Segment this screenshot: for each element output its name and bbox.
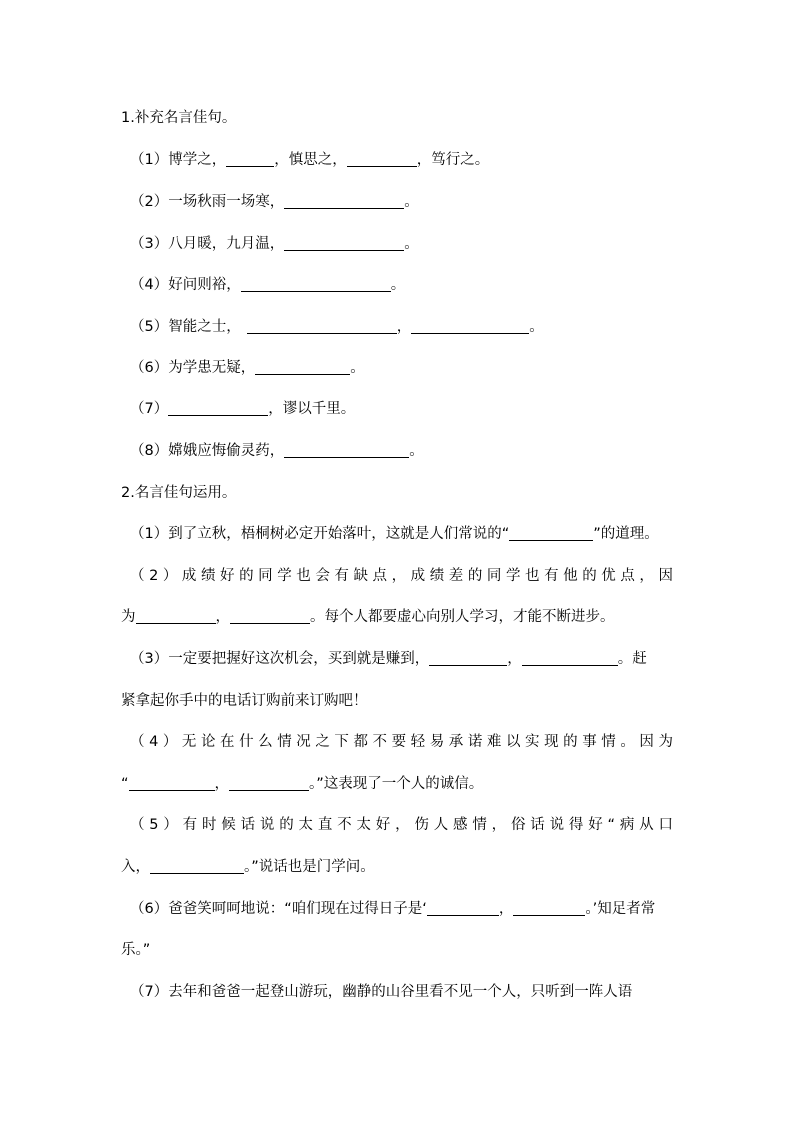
answer-blank[interactable] xyxy=(255,360,350,375)
answer-blank[interactable] xyxy=(229,776,309,791)
q2-title: 2.名言佳句运用。 xyxy=(121,485,237,501)
answer-blank[interactable] xyxy=(136,609,216,624)
answer-blank[interactable] xyxy=(241,277,391,292)
q1-item-5: （5）智能之士， ， 。 xyxy=(130,319,544,335)
answer-blank[interactable] xyxy=(284,236,404,251)
q2-item-1: （1）到了立秋，梧桐树必定开始落叶，这就是人们常说的“ ”的道理。 xyxy=(130,526,659,542)
q1-item-6: （6）为学患无疑， 。 xyxy=(130,360,365,376)
answer-blank[interactable] xyxy=(513,901,585,916)
q1-item-3: （3）八月暖，九月温， 。 xyxy=(130,236,419,252)
answer-blank[interactable] xyxy=(226,152,274,167)
q2-item-2-line-1: （2）成绩好的同学也会有缺点，成绩差的同学也有他的优点，因 xyxy=(130,568,673,584)
answer-blank[interactable] xyxy=(230,609,310,624)
q1-item-2: （2）一场秋雨一场寒， 。 xyxy=(130,194,419,210)
q2-item-6-line-1: （6）爸爸笑呵呵地说：“咱们现在过得日子是‘ ， 。’知足者常 xyxy=(130,901,656,917)
q2-item-6-line-2: 乐。” xyxy=(121,942,151,958)
answer-blank[interactable] xyxy=(150,859,244,874)
q2-item-3-line-2: 紧拿起你手中的电话订购前来订购吧！ xyxy=(121,693,368,709)
q2-item-7-line-1: （7）去年和爸爸一起登山游玩，幽静的山谷里看不见一个人，只听到一阵人语 xyxy=(130,984,633,1000)
answer-blank[interactable] xyxy=(129,776,215,791)
answer-blank[interactable] xyxy=(509,526,593,541)
answer-blank[interactable] xyxy=(427,901,499,916)
answer-blank[interactable] xyxy=(411,319,529,334)
q1-item-8: （8）嫦娥应悔偷灵药， 。 xyxy=(130,443,424,459)
q1-title: 1.补充名言佳句。 xyxy=(121,110,237,126)
q2-item-4-line-2: “ ， 。”这表现了一个人的诚信。 xyxy=(121,776,484,792)
answer-blank[interactable] xyxy=(347,152,417,167)
q2-item-3-line-1: （3）一定要把握好这次机会，买到就是赚到， ， 。赶 xyxy=(130,651,647,667)
answer-blank[interactable] xyxy=(429,651,507,666)
answer-blank[interactable] xyxy=(522,651,618,666)
q1-item-1: （1）博学之， ，慎思之， ，笃行之。 xyxy=(130,152,490,168)
answer-blank[interactable] xyxy=(284,194,404,209)
answer-blank[interactable] xyxy=(168,401,268,416)
q2-item-4-line-1: （4）无论在什么情况之下都不要轻易承诺难以实现的事情。因为 xyxy=(130,734,673,750)
q1-item-4: （4）好问则裕， 。 xyxy=(130,277,406,293)
q1-item-7: （7） ，谬以千里。 xyxy=(130,401,356,417)
answer-blank[interactable] xyxy=(247,319,397,334)
q2-item-2-line-2: 为 ， 。每个人都要虚心向别人学习，才能不断进步。 xyxy=(121,609,615,625)
answer-blank[interactable] xyxy=(284,443,409,458)
q2-item-5-line-1: （5）有时候话说的太直不太好，伤人感情，俗话说得好“病从口 xyxy=(130,817,673,833)
q2-item-5-line-2: 入， 。”说话也是门学问。 xyxy=(121,859,375,875)
